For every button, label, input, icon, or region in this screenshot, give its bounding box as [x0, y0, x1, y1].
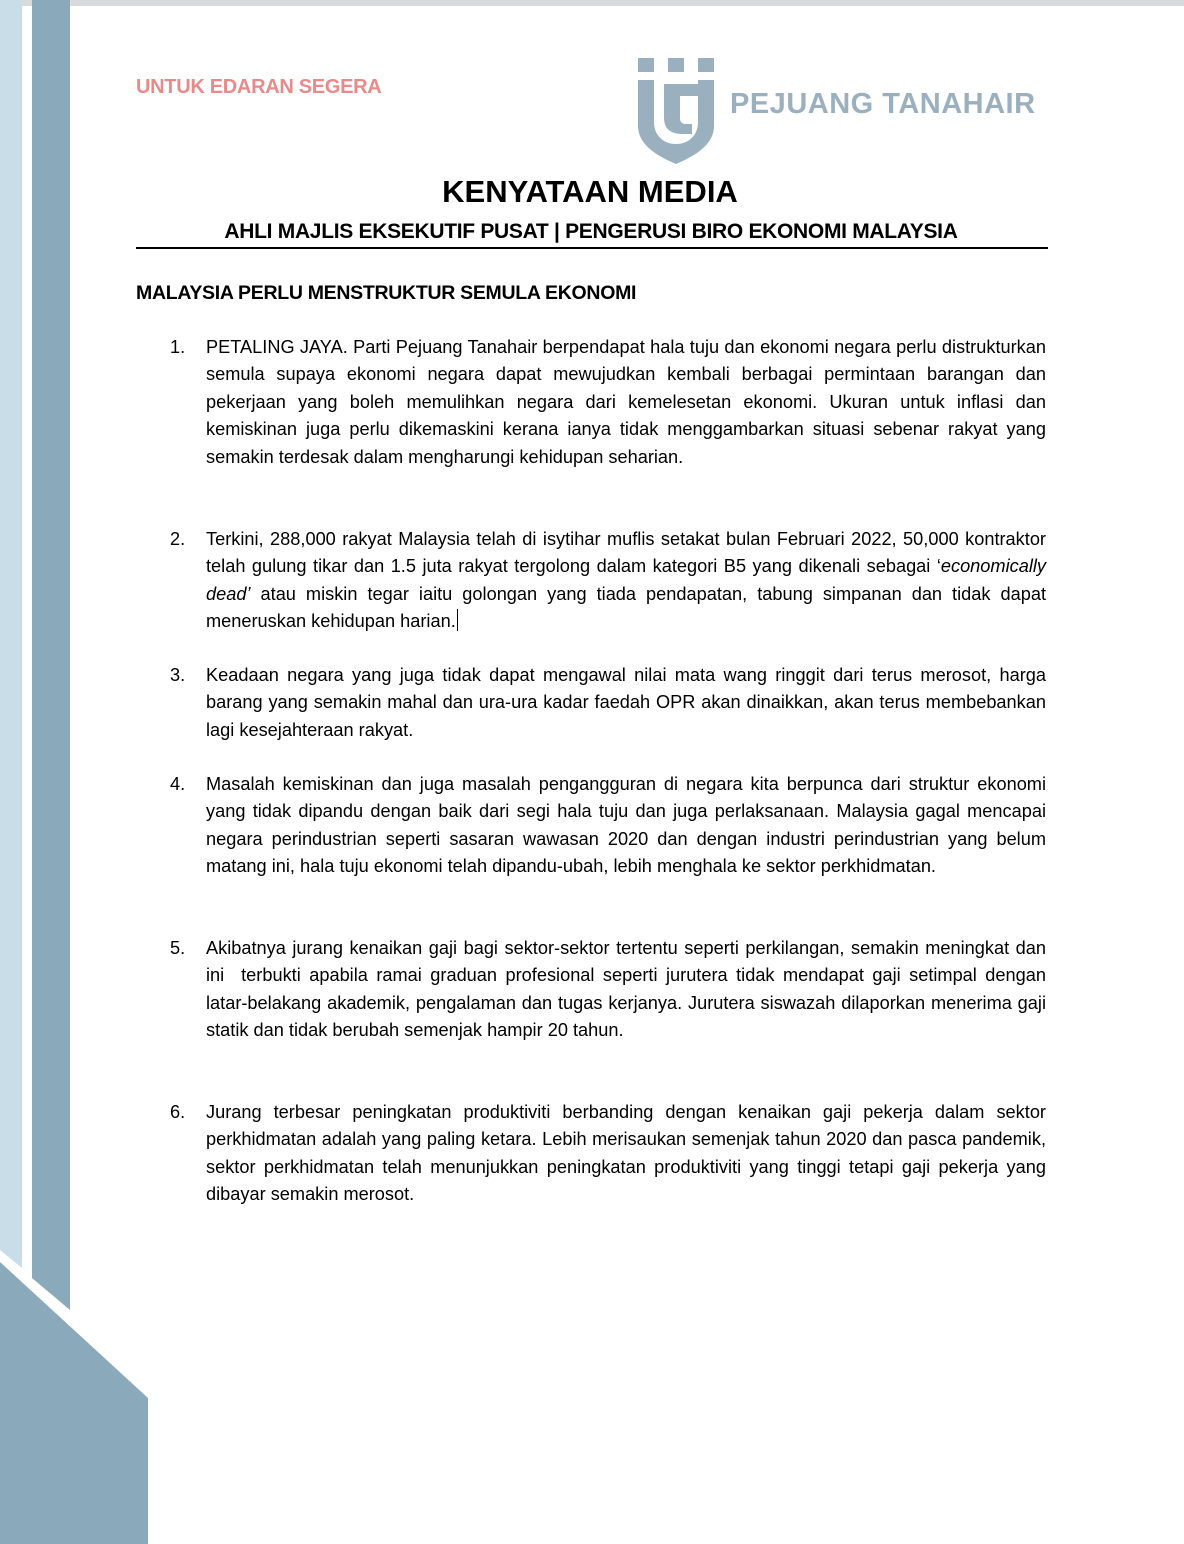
- bottom-triangle: [0, 1262, 148, 1544]
- paragraph-text-continued: atau miskin tegar iaitu golongan yang tiada pendapatan, tabung simpanan dan tidak dapat meneruskan kehidupan harian.: [206, 583, 1046, 632]
- paragraph-4: [170, 771, 1046, 881]
- text-cursor: [457, 609, 458, 631]
- paragraph-text: PETALING JAYA. Parti Pejuang Tanahair berpendapat hala tuju dan ekonomi negara perlu distrukturkan semula supaya ekonomi negara dapat mewujudkan kembali berbagai permintaan barangan dan pekerjaan yang boleh memulihkan negara dari kemelesetan ekonomi. Ukuran untuk inflasi dan kemiskinan juga perlu dikemaskini kerana ianya tidak menggambarkan situasi sebenar rakyat yang semakin terdesak dalam mengharungi kehidupan seharian.: [206, 337, 1046, 467]
- paragraph-1: [170, 334, 1046, 471]
- paragraph-text: Terkini, 288,000 rakyat Malaysia telah di isytihar muflis setakat bulan Februari 2022, 50,000 kontraktor telah gulung tikar dan 1.5 juta rakyat tergolong dalam kategori B5 yang dikenali sebagai ‘: [206, 529, 1046, 577]
- paragraph-2: [170, 526, 1046, 636]
- title-underline: [136, 247, 1048, 249]
- paragraph-number: 6.: [170, 1102, 186, 1122]
- document-title: KENYATAAN MEDIA: [442, 174, 738, 209]
- paragraph-number: 4.: [170, 774, 186, 794]
- release-tag: UNTUK EDARAN SEGERA: [136, 76, 382, 98]
- brand-name: PEJUANG TANAHAIR: [730, 88, 1036, 120]
- window-top-border: [0, 0, 1184, 6]
- paragraph-number: 3.: [170, 665, 186, 685]
- pejuang-shield-logo-icon: [636, 56, 716, 166]
- paragraph-text: Keadaan negara yang juga tidak dapat mengawal nilai mata wang ringgit dari terus merosot, harga barang yang semakin mahal dan ura-ura kadar faedah OPR akan dinaikkan, akan terus membebankan lagi kesejahteraan rakyat.: [206, 665, 1046, 740]
- paragraph-text: Jurang terbesar peningkatan produktiviti berbanding dengan kenaikan gaji pekerja dalam sektor perkhidmatan adalah yang paling ketara. Lebih merisaukan semenjak tahun 2020 dan pasca pandemik, sektor perkhidmatan telah menunjukkan peningkatan produktiviti yang tinggi tetapi gaji pekerja yang dibayar semakin merosot.: [206, 1102, 1046, 1205]
- paragraph-3: [170, 662, 1046, 744]
- paragraph-6: [170, 1099, 1046, 1209]
- italic-phrase: economically dead’: [206, 556, 1046, 604]
- paragraph-number: 2.: [170, 529, 186, 549]
- paragraph-5: [170, 935, 1046, 1045]
- statement-headline: MALAYSIA PERLU MENSTRUKTUR SEMULA EKONOMI: [136, 282, 637, 304]
- paragraph-number: 5.: [170, 938, 186, 958]
- paragraph-text: Masalah kemiskinan dan juga masalah pengangguran di negara kita berpunca dari struktur ekonomi yang tidak dipandu dengan baik dari segi hala tuju dan juga perlaksanaan. Malaysia gagal mencapai negara perindustrian seperti sasaran wawasan 2020 dan dengan industri perindustrian yang belum matang ini, hala tuju ekonomi telah dipandu-ubah, lebih menghala ke sektor perkhidmatan.: [206, 774, 1046, 877]
- document-subtitle: AHLI MAJLIS EKSEKUTIF PUSAT | PENGERUSI BIRO EKONOMI MALAYSIA: [224, 220, 958, 243]
- paragraph-text: Akibatnya jurang kenaikan gaji bagi sektor-sektor tertentu seperti perkilangan, semakin meningkat dan ini terbukti apabila ramai graduan profesional seperti jurutera tidak mendapat gaji setimpal dengan latar-belakang akademik, pengalaman dan tugas kerjanya. Jurutera siswazah dilaporkan menerima gaji statik dan tidak berubah semenjak hampir 20 tahun.: [206, 938, 1046, 1041]
- paragraph-number: 1.: [170, 337, 186, 357]
